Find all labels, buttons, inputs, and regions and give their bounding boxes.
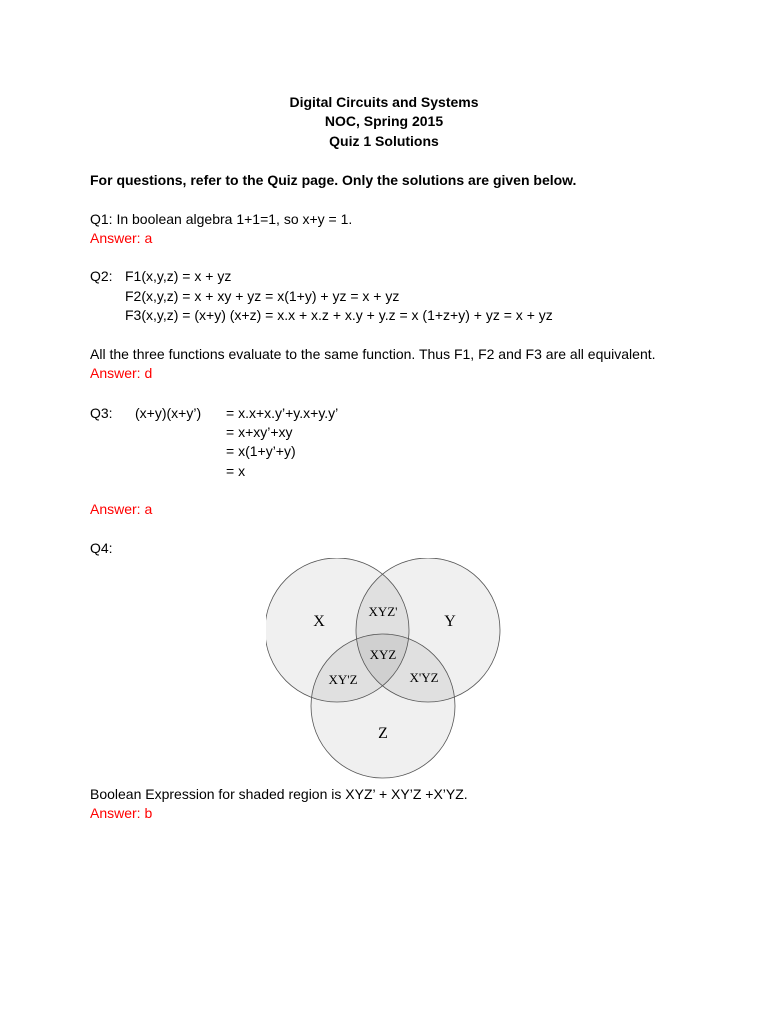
q3-step: = x.x+x.y’+y.x+y.y’ bbox=[226, 405, 339, 421]
doc-course: NOC, Spring 2015 bbox=[324, 113, 444, 129]
venn-diagram bbox=[266, 558, 502, 780]
q2-label: Q2: bbox=[90, 268, 113, 284]
venn-label-x-not-y-z: XY'Z bbox=[328, 672, 358, 687]
venn-label-xy-not-z: XYZ' bbox=[368, 604, 398, 619]
q2-conclusion: All the three functions evaluate to the same function. Thus F1, F2 and F3 are all equivalent. bbox=[90, 346, 656, 362]
doc-quiz-title: Quiz 1 Solutions bbox=[329, 133, 439, 149]
intro-text: For questions, refer to the Quiz page. Only the solutions are given below. bbox=[90, 172, 577, 188]
q3-answer: Answer: a bbox=[90, 501, 153, 517]
q1-answer: Answer: a bbox=[90, 230, 153, 246]
venn-label-y: Y bbox=[444, 613, 456, 630]
venn-label-not-x-yz: X'YZ bbox=[409, 670, 439, 685]
q2-answer: Answer: d bbox=[90, 365, 153, 381]
q3-step: = x(1+y’+y) bbox=[226, 443, 296, 459]
q3-expression: (x+y)(x+y’) bbox=[135, 405, 202, 421]
venn-label-x: X bbox=[313, 613, 325, 630]
q3-step: = x bbox=[226, 463, 246, 479]
q2-line: F3(x,y,z) = (x+y) (x+z) = x.x + x.z + x.y + y.z = x (1+z+y) + yz = x + yz bbox=[125, 307, 553, 323]
q4-expression: Boolean Expression for shaded region is XYZ’ + XY’Z +X’YZ. bbox=[90, 786, 468, 802]
doc-title: Digital Circuits and Systems bbox=[289, 94, 479, 110]
venn-label-xyz: XYZ bbox=[369, 647, 397, 662]
q2-line: F2(x,y,z) = x + xy + yz = x(1+y) + yz = x + yz bbox=[125, 288, 400, 304]
q4-label: Q4: bbox=[90, 540, 113, 556]
q2-line: F1(x,y,z) = x + yz bbox=[125, 268, 232, 284]
q3-label: Q3: bbox=[90, 405, 113, 421]
venn-label-z: Z bbox=[378, 725, 388, 742]
q1-text: Q1: In boolean algebra 1+1=1, so x+y = 1. bbox=[90, 211, 353, 227]
q4-answer: Answer: b bbox=[90, 805, 153, 821]
q3-step: = x+xy’+xy bbox=[226, 424, 293, 440]
